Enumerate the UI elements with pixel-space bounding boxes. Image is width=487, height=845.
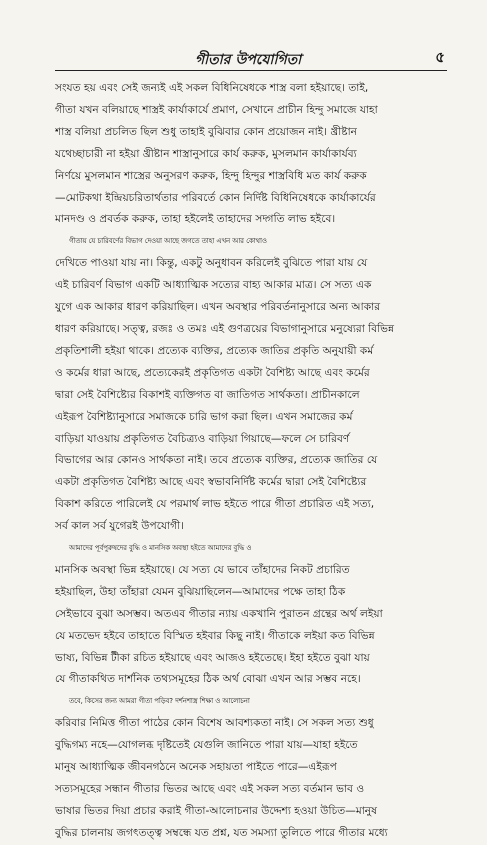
- text-line: গীতা যখন বলিয়াছে শাস্ত্রই কার্যাকার্যে প্রমাণ, সেখানে প্রাচীন হিন্দু সমাজে যাহা: [55, 103, 378, 116]
- text-line: বিকাশ করিতে পারিলেই যে পরমার্থ লাভ হইতে পারে গীতা প্রচারিত এই সত্য,: [55, 498, 375, 511]
- text-line: বাড়িয়া যাওয়ায় প্রকৃতিগত বৈচিত্র্যও বাড়িয়া গিয়াছে—ফলে সে চারিবর্ণ: [55, 432, 350, 445]
- text-line: নির্ণয়ে মুসলমান শাস্ত্রের অনুসরণ করুক, হিন্দু হিন্দুর শাস্ত্রবিধি মত কার্য করুক: [55, 169, 367, 182]
- text-line: যে গীতাকথিত দার্শনিক তথ্যসমূহের ঠিক অর্থ বোঝা এখন আর সম্ভব নহে।: [55, 673, 361, 686]
- text-line: বুদ্ধির চালনায় জগৎতত্ত্ব সম্বন্ধে যত প্রশ্ন, যত সমস্যা তুলিতে পারে গীতার মধ্যে: [55, 826, 388, 839]
- running-title: গীতার উপযোগিতা: [195, 52, 302, 68]
- paragraph: [55, 691, 447, 844]
- text-line: যে মতভেদ হইবে তাহাতে বিস্মিত হইবার কিছু নাই। গীতাকে লইয়া কত বিভিন্ন: [55, 629, 375, 642]
- text-line: গীতায় যে চারিবর্ণের বিভাগ দেওয়া আছে জগতে তাহা এখন আর কোথাও: [69, 237, 267, 246]
- text-line: যুগে এক আকার ধারণ করিয়াছিল। এখন অবস্থার পরিবর্তনানুসারে অন্য আকার: [55, 301, 381, 314]
- paragraph: [55, 78, 447, 231]
- text-line: সত্যসমূহের সন্ধান গীতার ভিতর আছে এবং এই সকল সত্য বর্তমান ভাব ও: [55, 783, 365, 795]
- text-line: ভাষ্য, বিভিন্ন টীকা রচিত হইয়াছে এবং আজও হইতেছে। ইহা হইতে বুঝা যায়: [55, 651, 370, 664]
- page-number: ৫: [435, 48, 445, 66]
- text-line: করিবার নিমিত্ত গীতা পাঠের কোন বিশেষ আবশ্যকতা নাই। সে সকল সত্য শুধু: [55, 717, 374, 730]
- body-text: [55, 78, 447, 845]
- text-line: বুদ্ধিগম্য নহে—যোগলব্ধ দৃষ্টিতেই যেগুলি জানিতে পারা যায়—যাহা হইতে: [55, 739, 358, 752]
- text-line: একটা প্রকৃতিগত বৈশিষ্ট্য আছে এবং স্বভাবনির্দিষ্ট কর্মের দ্বারা সেই বৈশিষ্ট্যের: [55, 476, 367, 489]
- text-line: ভাষার ভিতর দিয়া প্রচার করাই গীতা-আলোচনার উদ্দেশ্য হওয়া উচিত—মানুষ: [55, 804, 377, 817]
- text-line: ধারণ করিয়াছে। সত্ত্ব, রজঃ ও তমঃ এই গুণত্রয়ের বিভাগানুসারে মনুষ্যেরা বিভিন্ন: [55, 322, 395, 335]
- text-line: এই চারিবর্ণ বিভাগ একটি আধ্যাত্মিক সত্যের বাহ্য আকার মাত্র। সে সত্য এক: [55, 279, 372, 292]
- text-line: সর্ব কাল সর্ব যুগেরই উপযোগী।: [55, 520, 184, 533]
- text-line: আমাদের পূর্বপুরুষদের বুদ্ধি ও মানসিক অবস্থা হইতে আমাদের বুদ্ধি ও: [69, 544, 252, 553]
- text-line: ও কর্মের ধারা আছে, প্রত্যেকেরই প্রকৃতিগত একটা বৈশিষ্ট্য আছে এবং কর্মের: [55, 366, 370, 379]
- page-header: [55, 44, 447, 71]
- text-line: —মোটকথা ইন্দ্রিয়চরিতার্থতার পরিবর্তে কোন নির্দিষ্ট বিধিনিষেধকে কার্যাকার্যের: [55, 191, 376, 204]
- paragraph: [55, 538, 447, 691]
- text-line: সংযত হয় এবং সেই জন্যই এই সকল বিধিনিষেধকে শাস্ত্র বলা হইয়াছে। তাই,: [55, 82, 369, 94]
- text-line: তবে, কিসের জন্য আমরা গীতা পড়িব? দর্শনশাস্ত্র শিক্ষা ও আলোচনা: [69, 697, 250, 706]
- text-line: হইয়াছিল, উহা তাঁহারা যেমন বুঝিয়াছিলেন—আমাদের পক্ষে তাহা ঠিক: [55, 585, 346, 598]
- text-line: দ্বারা সেই বৈশিষ্ট্যের বিকাশই ব্যক্তিগত বা জাতিগত সার্থকতা। প্রাচীনকালে: [55, 388, 360, 401]
- text-line: যথেচ্ছাচারী না হইয়া খ্রীষ্টান শাস্ত্রানুসারে কার্য করুক, মুসলমান কার্যাকার্যব্য: [55, 147, 357, 160]
- text-line: এইরূপ বৈশিষ্ট্যানুসারে সমাজকে চারি ভাগ করা ছিল। এখন সমাজের কর্ম: [55, 410, 353, 423]
- text-line: শাস্ত্র বলিয়া প্রচলিত ছিল শুধু তাহাই বুঝিবার কোন প্রয়োজন নাই। খ্রীষ্টান: [55, 125, 357, 138]
- text-line: সেইভাবে বুঝা অসম্ভব। অতএব গীতার ন্যায় একখানি পুরাতন গ্রন্থের অর্থ লইয়া: [55, 607, 383, 620]
- paragraph: [55, 231, 447, 538]
- text-line: প্রকৃতিশালী হইয়া থাকে। প্রত্যেক ব্যক্তির, প্রত্যেক জাতির প্রকৃতি অনুযায়ী কর্ম: [55, 344, 374, 357]
- text-line: বিভাগের আর কোনও সার্থকতা নাই। তবে প্রত্যেক ব্যক্তির, প্রত্যেক জাতির যে: [55, 454, 378, 467]
- text-line: মানসিক অবস্থা ভিন্ন হইয়াছে। যে সত্য যে ভাবে তাঁহাদের নিকট প্রচারিত: [55, 563, 350, 576]
- text-line: মানদণ্ড ও প্রবর্তক করুক, তাহা হইলেই তাহাদের সদ্গতি লাভ হইবে।: [55, 213, 336, 226]
- text-line: দেখিতে পাওয়া যায় না। কিন্তু, একটু অনুধাবন করিলেই বুঝিতে পারা যায় যে: [55, 257, 368, 270]
- text-line: মানুষ আধ্যাত্মিক জীবনগঠনে অনেক সহায়তা পাইতে পারে—এইরূপ: [55, 761, 337, 774]
